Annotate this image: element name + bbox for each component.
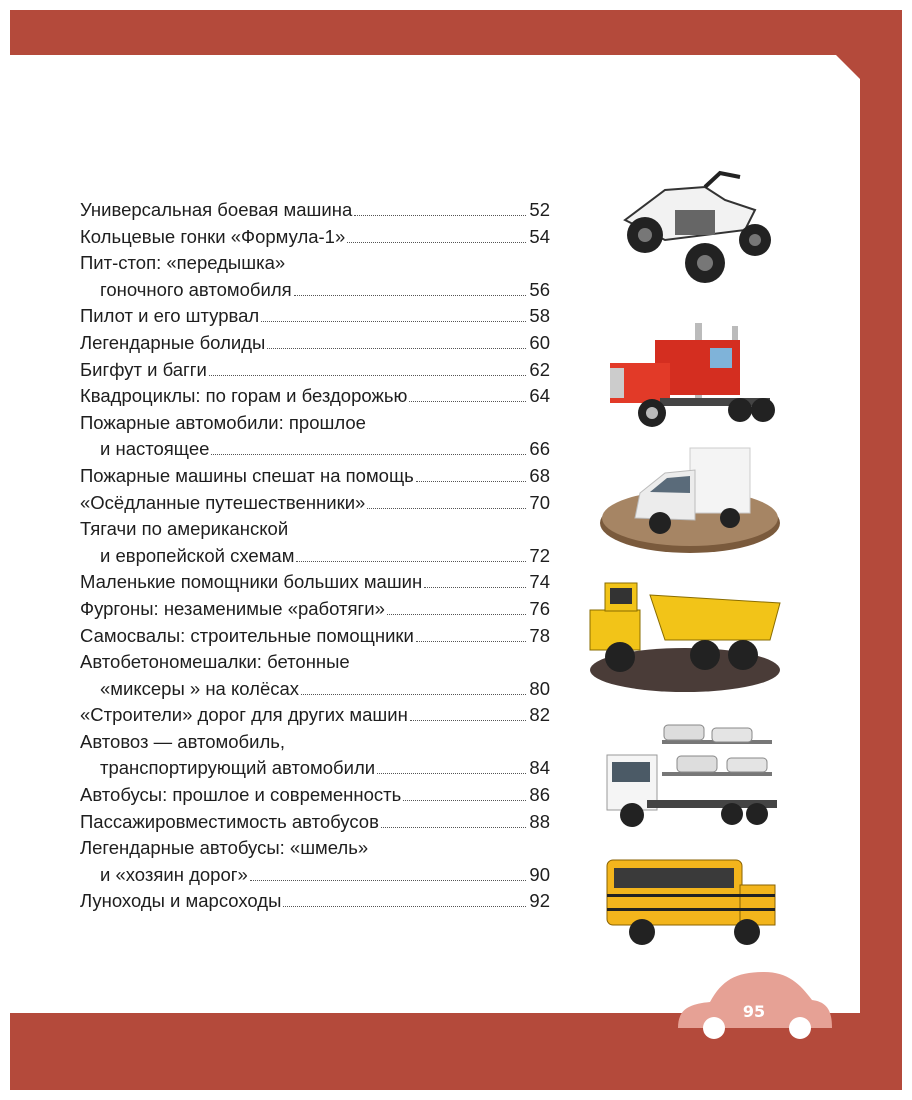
toc-line: [80, 676, 550, 703]
toc-entry: [80, 569, 550, 596]
toc-entry: [80, 702, 550, 729]
toc-page-number: 76: [529, 597, 550, 619]
toc-leader-dots: [416, 641, 527, 642]
toc-entry: [80, 729, 550, 782]
toc-entry: [80, 809, 550, 836]
toc-page-number: 66: [529, 438, 550, 460]
page-number: 95: [742, 1002, 766, 1021]
toc-line: [80, 383, 550, 410]
toc-title: Пассажировместимость автобусов: [80, 810, 379, 832]
toc-page-number: 84: [529, 757, 550, 779]
toc-title: Бигфут и багги: [80, 358, 207, 380]
toc-page-number: 64: [529, 385, 550, 407]
toc-line: [80, 729, 550, 756]
toc-line: [80, 702, 550, 729]
toc-leader-dots: [377, 773, 526, 774]
toc-line: [80, 543, 550, 570]
toc-page-number: 68: [529, 464, 550, 486]
toc-title: Легендарные автобусы: «шмель»: [80, 837, 369, 859]
toc-title: Пит-стоп: «передышка»: [80, 252, 286, 274]
toc-line: [80, 330, 550, 357]
toc-leader-dots: [211, 454, 526, 455]
vehicle-illustrations: [580, 150, 800, 970]
toc-entry: [80, 330, 550, 357]
toc-title: «Строители» дорог для других машин: [80, 704, 408, 726]
car-carrier-icon: [602, 720, 782, 840]
toc-page-number: 52: [529, 199, 550, 220]
toc-title: Пожарные машины спешат на помощь: [80, 464, 414, 486]
toc-title: Самосвалы: строительные помощники: [80, 624, 414, 646]
toc-line: [80, 463, 550, 490]
toc-entry: [80, 197, 550, 224]
school-bus-icon: [602, 850, 782, 960]
toc-line: [80, 277, 550, 304]
toc-title: и «хозяин дорог»: [100, 863, 248, 885]
toc-title: Квадроциклы: по горам и бездорожью: [80, 385, 408, 407]
toc-entry: [80, 490, 550, 517]
toc-page-number: 60: [529, 331, 550, 353]
toc-entry: [80, 410, 550, 463]
toc-title: Легендарные болиды: [80, 331, 266, 353]
toc-line: [80, 623, 550, 650]
toc-leader-dots: [367, 508, 526, 509]
toc-line: [80, 596, 550, 623]
toc-page-number: 86: [529, 784, 550, 806]
toc-line: [80, 250, 550, 277]
toc-title: Автобусы: прошлое и современность: [80, 784, 402, 806]
toc-line: [80, 569, 550, 596]
toc-entry: [80, 303, 550, 330]
toc-title: Кольцевые гонки «Формула-1»: [80, 225, 346, 247]
toc-page-number: 90: [529, 863, 550, 885]
toc-page-number: 80: [529, 677, 550, 699]
semi-truck-icon: [600, 318, 780, 436]
dump-truck-icon: [585, 575, 790, 695]
toc-title: Автобетономешалки: бетонные: [80, 651, 350, 673]
toc-line: [80, 516, 550, 543]
toc-line: [80, 410, 550, 437]
toc-page-number: 70: [529, 491, 550, 513]
toc-leader-dots: [410, 720, 527, 721]
toc-entry: [80, 649, 550, 702]
toc-leader-dots: [250, 880, 527, 881]
toc-leader-dots: [354, 215, 526, 216]
toc-title: Маленькие помощники больших машин: [80, 571, 423, 593]
toc-title: Пожарные автомобили: прошлое: [80, 411, 366, 433]
toc-line: [80, 197, 550, 224]
toc-line: [80, 862, 550, 889]
toc-leader-dots: [209, 375, 527, 376]
toc-entry: [80, 357, 550, 384]
toc-leader-dots: [267, 348, 526, 349]
table-of-contents: [80, 197, 550, 915]
toc-page-number: 74: [529, 571, 550, 593]
delivery-van-icon: [595, 438, 785, 563]
toc-title: гоночного автомобиля: [100, 278, 292, 300]
toc-title: и европейской схемам: [100, 544, 295, 566]
toc-page-number: 62: [529, 358, 550, 380]
toc-leader-dots: [381, 827, 526, 828]
toc-leader-dots: [296, 561, 526, 562]
toc-title: Универсальная боевая машина: [80, 199, 353, 220]
toc-entry: [80, 516, 550, 569]
toc-title: Фургоны: незаменимые «работяги»: [80, 597, 385, 619]
toc-page-number: 56: [529, 278, 550, 300]
toc-line: [80, 357, 550, 384]
toc-leader-dots: [301, 694, 526, 695]
toc-leader-dots: [403, 800, 526, 801]
toc-line: [80, 490, 550, 517]
toc-line: [80, 436, 550, 463]
toc-entry: [80, 250, 550, 303]
toc-entry: [80, 623, 550, 650]
toc-page-number: 88: [529, 810, 550, 832]
toc-page-number: 54: [529, 225, 550, 247]
toc-line: [80, 755, 550, 782]
toc-line: [80, 888, 550, 915]
toc-title: «Осёдланные путешественники»: [80, 491, 366, 513]
toc-leader-dots: [387, 614, 527, 615]
toc-page-number: 92: [529, 890, 550, 912]
toc-line: [80, 303, 550, 330]
toc-entry: [80, 224, 550, 251]
toc-leader-dots: [294, 295, 527, 296]
toc-entry: [80, 463, 550, 490]
page-number-badge: [674, 966, 834, 1046]
toc-title: и настоящее: [100, 438, 210, 460]
toc-entry: [80, 383, 550, 410]
toc-title: Автовоз — автомобиль,: [80, 730, 286, 752]
toc-leader-dots: [283, 906, 526, 907]
toc-leader-dots: [424, 587, 526, 588]
toc-title: «миксеры » на колёсах: [100, 677, 300, 699]
toc-line: [80, 649, 550, 676]
toc-leader-dots: [261, 321, 526, 322]
toc-title: Пилот и его штурвал: [80, 305, 260, 327]
toc-page-number: 58: [529, 305, 550, 327]
toc-page-number: 78: [529, 624, 550, 646]
toc-page-number: 82: [529, 704, 550, 726]
toc-line: [80, 809, 550, 836]
quad-bike-icon: [605, 165, 775, 285]
toc-line: [80, 224, 550, 251]
toc-entry: [80, 888, 550, 915]
toc-title: Луноходы и марсоходы: [80, 890, 282, 912]
toc-entry: [80, 835, 550, 888]
toc-title: Тягачи по американской: [80, 518, 289, 540]
toc-line: [80, 782, 550, 809]
toc-title: транспортирующий автомобили: [100, 757, 376, 779]
toc-leader-dots: [347, 242, 526, 243]
toc-leader-dots: [409, 401, 526, 402]
toc-leader-dots: [416, 481, 527, 482]
toc-page-number: 72: [529, 544, 550, 566]
toc-line: [80, 835, 550, 862]
toc-entry: [80, 782, 550, 809]
toc-entry: [80, 596, 550, 623]
